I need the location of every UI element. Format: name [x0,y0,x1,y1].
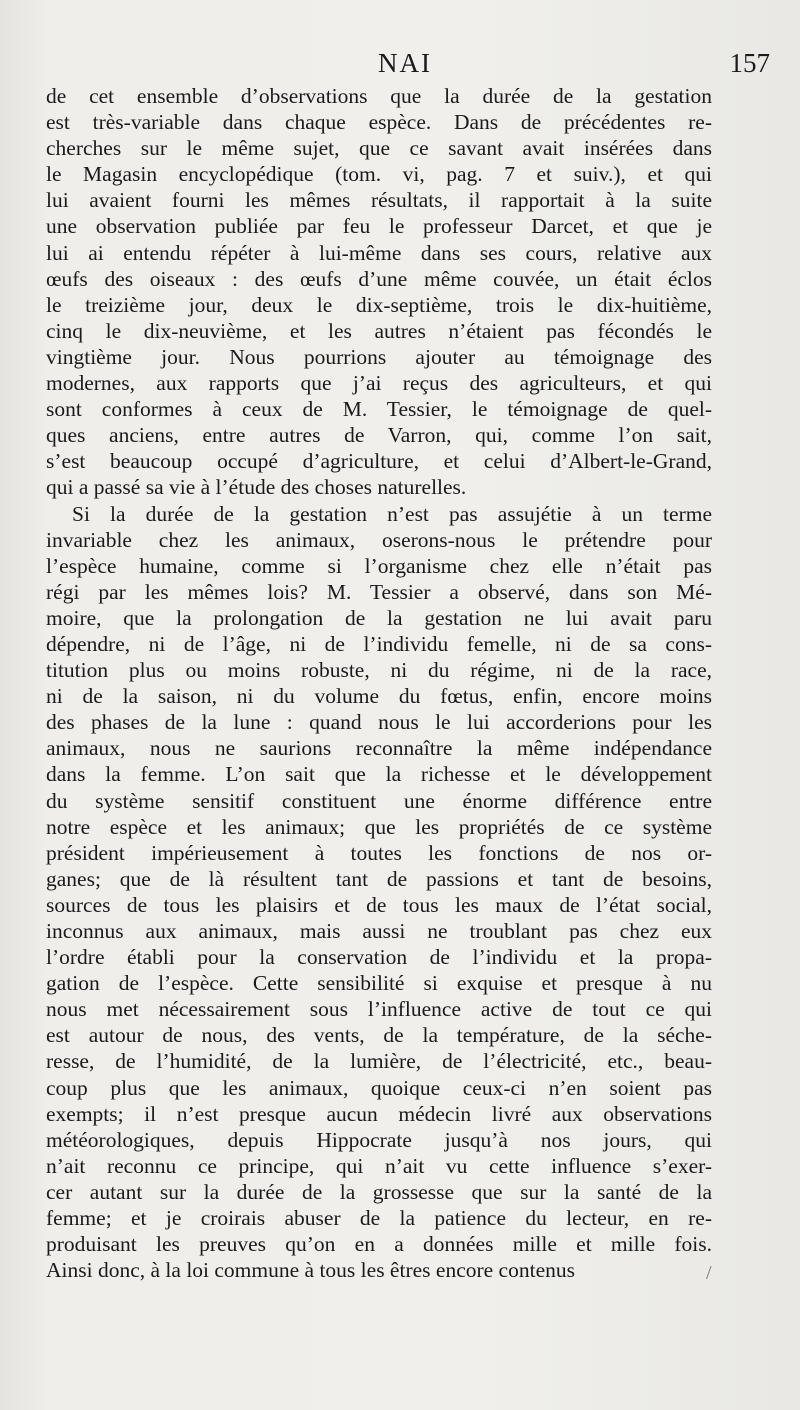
text-line: produisant les preuves qu’on en a données mille et mille fois. [46,1232,712,1257]
text-line: sources de tous les plaisirs et de tous les maux de l’état social, [46,892,712,917]
text-line: l’espèce humaine, comme si l’organisme chez elle n’était pas [46,553,712,578]
running-head: NAI [378,48,432,78]
text-line: régi par les mêmes lois? M. Tessier a observé, dans son Mé- [46,579,712,604]
text-line: œufs des oiseaux : des œufs d’une même couvée, un était éclos [46,266,712,291]
page-header [40,48,770,88]
text-line: femme; et je croirais abuser de la patience du lecteur, en re- [46,1206,712,1231]
text-line: dans la femme. L’on sait que la richesse et le développement [46,762,712,787]
text-line: coup plus que les animaux, quoique ceux-ci n’en soient pas [46,1075,712,1100]
text-line: cherches sur le même sujet, que ce savant avait insérées dans [46,136,712,161]
text-line: n’ait reconnu ce principe, qui n’ait vu cette influence s’exer- [46,1153,712,1178]
text-line: moire, que la prolongation de la gestation ne lui avait paru [46,605,712,630]
text-line: ques anciens, entre autres de Varron, qui, comme l’on sait, [46,423,712,448]
text-line: modernes, aux rapports que j’ai reçus des agriculteurs, et qui [46,371,712,396]
text-line: lui ai entendu répéter à lui-même dans ses cours, relative aux [46,240,712,265]
text-line: inconnus aux animaux, mais aussi ne troublant pas chez eux [46,919,712,943]
text-line: s’est beaucoup occupé d’agriculture, et celui d’Albert-le-Grand, [46,449,712,474]
text-line: qui a passé sa vie à l’étude des choses naturelles. [46,475,467,500]
text-line: cinq le dix-neuvième, et les autres n’étaient pas fécondés le [46,318,712,343]
text-line: de cet ensemble d’observations que la durée de la gestation [46,84,712,108]
text-line: est autour de nous, des vents, de la température, de la séche- [46,1023,712,1048]
text-line: président impérieusement à toutes les fonctions de nos or- [46,840,712,865]
body-text [46,83,712,1283]
text-line: l’ordre établi pour la conservation de l’individu et la propa- [46,945,712,970]
text-line: est très-variable dans chaque espèce. Dans de précédentes re- [46,110,712,135]
page-number: 157 [729,48,770,78]
text-line: resse, de l’humidité, de la lumière, de l’électricité, etc., beau- [46,1049,712,1074]
margin-mark: / [706,1262,712,1284]
text-line: Si la durée de la gestation n’est pas assujétie à un terme [72,501,712,526]
text-line: du système sensitif constituent une énorme différence entre [46,788,712,813]
text-line: lui avaient fourni les mêmes résultats, il rapportait à la suite [46,188,712,213]
text-line: Ainsi donc, à la loi commune à tous les êtres encore contenus [46,1258,575,1283]
text-line: le treizième jour, deux le dix-septième, trois le dix-huitième, [46,292,712,317]
text-line: dépendre, ni de l’âge, ni de l’individu femelle, ni de sa cons- [46,631,712,656]
text-line: des phases de la lune : quand nous le lui accorderions pour les [46,710,712,735]
text-line: le Magasin encyclopédique (tom. vi, pag. 7 et suiv.), et qui [46,162,712,187]
text-line: météorologiques, depuis Hippocrate jusqu’à nos jours, qui [46,1127,712,1152]
text-line: invariable chez les animaux, oserons-nous le prétendre pour [46,527,712,552]
text-line: ganes; que de là résultent tant de passions et tant de besoins, [46,866,712,891]
text-line: titution plus ou moins robuste, ni du régime, ni de la race, [46,658,712,683]
text-line: notre espèce et les animaux; que les propriétés de ce système [46,814,712,839]
text-line: nous met nécessairement sous l’influence active de tout ce qui [46,997,712,1022]
text-line: animaux, nous ne saurions reconnaître la même indépendance [46,736,712,761]
text-line: gation de l’espèce. Cette sensibilité si exquise et presque à nu [46,971,712,996]
text-line: ni de la saison, ni du volume du fœtus, enfin, encore moins [46,684,712,709]
text-line: exempts; il n’est presque aucun médecin livré aux observations [46,1101,712,1126]
text-line: vingtième jour. Nous pourrions ajouter au témoignage des [46,344,712,369]
text-line: une observation publiée par feu le professeur Darcet, et que je [46,214,712,239]
text-line: sont conformes à ceux de M. Tessier, le témoignage de quel- [46,397,712,422]
text-line: cer autant sur la durée de la grossesse que sur la santé de la [46,1179,712,1204]
